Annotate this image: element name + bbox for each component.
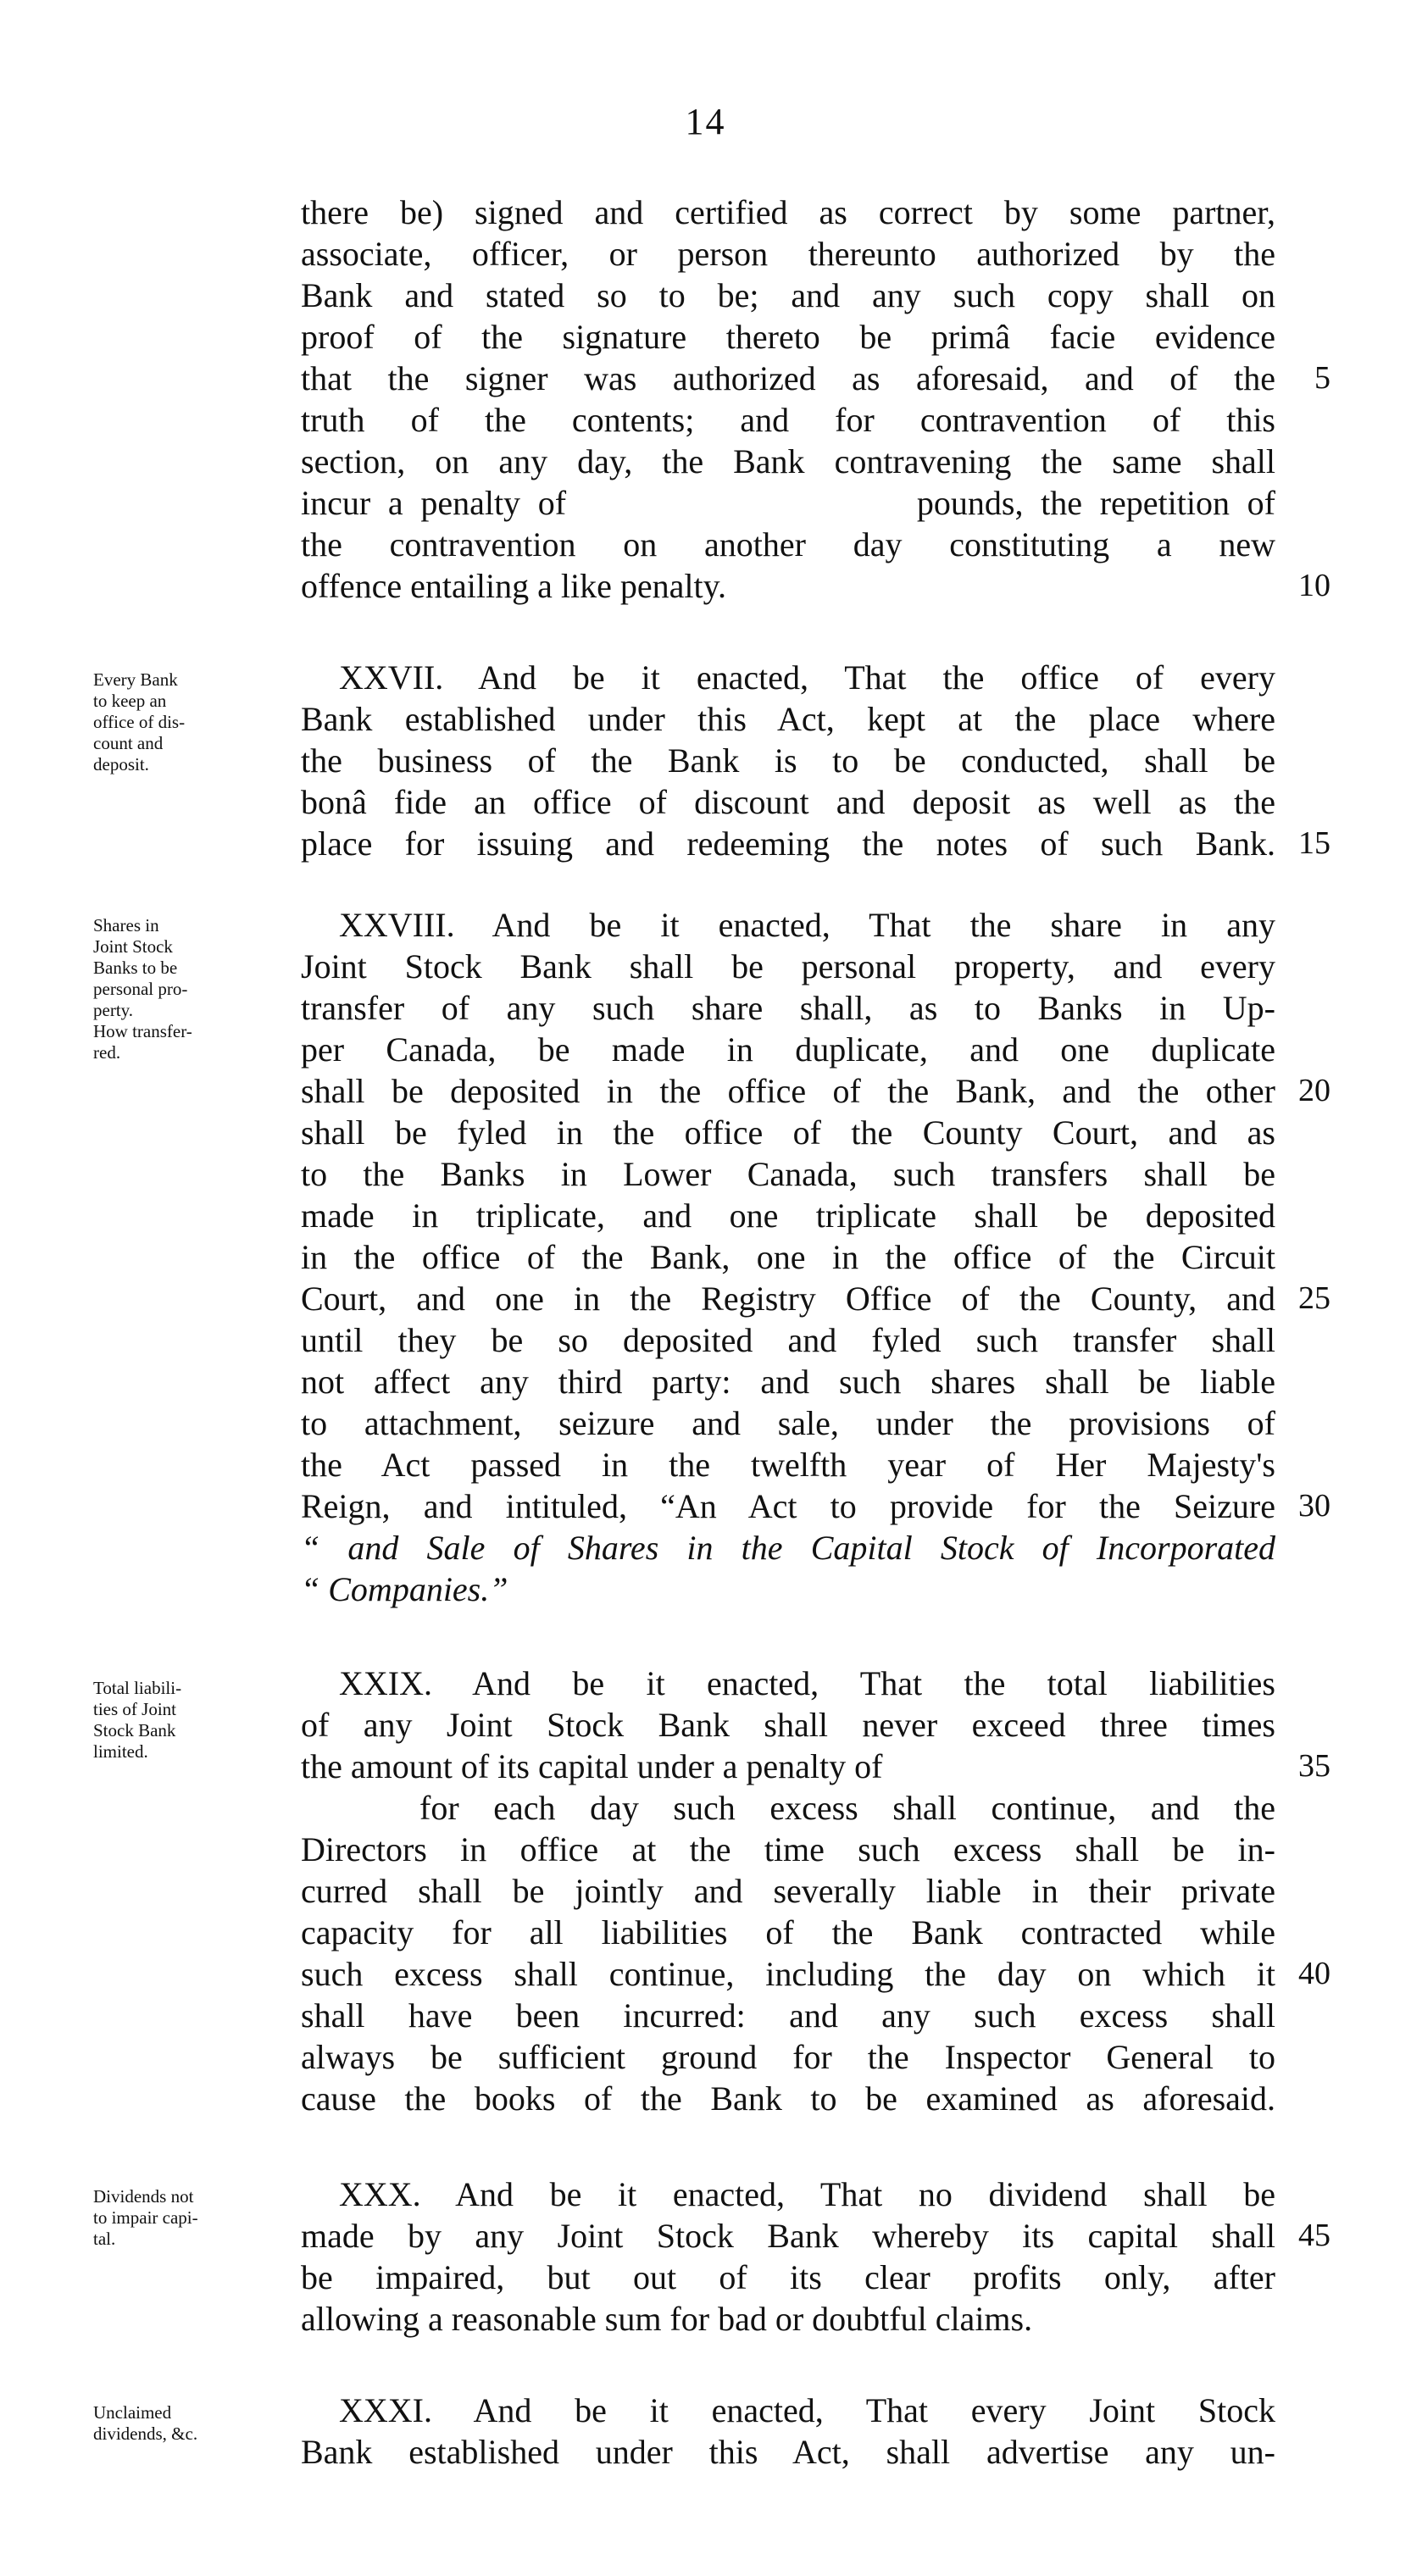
text-line: Directors in office at the time such excess shall be in-: [301, 1830, 1275, 1868]
text-line: “ and Sale of Shares in the Capital Stock of Incorporated: [301, 1529, 1275, 1567]
margin-note-line: limited.: [93, 1741, 148, 1762]
margin-note-line: tal.: [93, 2229, 116, 2249]
text-line: associate, officer, or person thereunto authorized by the: [301, 235, 1275, 273]
text-line: always be sufficient ground for the Inspector General to: [301, 2038, 1275, 2076]
text-line: allowing a reasonable sum for bad or doubtful claims.: [301, 2300, 1033, 2338]
line-number: 35: [1298, 1748, 1330, 1784]
line-number: 25: [1298, 1280, 1330, 1316]
text-line: truth of the contents; and for contravention of this: [301, 401, 1275, 439]
margin-note-line: red.: [93, 1042, 121, 1063]
text-line: “ Companies.”: [301, 1570, 508, 1608]
margin-note-line: deposit.: [93, 754, 149, 774]
text-line: Bank established under this Act, kept at the place where: [301, 700, 1275, 738]
text-line: transfer of any such share shall, as to Banks in Up-: [301, 989, 1275, 1027]
line-number: 45: [1298, 2218, 1330, 2253]
text-line: capacity for all liabilities of the Bank contracted while: [301, 1913, 1275, 1951]
page-number: 14: [685, 101, 726, 142]
margin-note-liabilities: [93, 1678, 271, 1763]
text-line: such excess shall continue, including the day on which it: [301, 1955, 1275, 1993]
margin-note-line: count and: [93, 733, 164, 753]
text-line: be impaired, but out of its clear profits only, after: [301, 2258, 1275, 2296]
margin-note-line: Joint Stock: [93, 936, 173, 957]
text-line: made in triplicate, and one triplicate shall be deposited: [301, 1196, 1275, 1235]
text-line: proof of the signature thereto be primâ facie evidence: [301, 318, 1275, 356]
text-line: there be) signed and certified as correct by some partner,: [301, 193, 1275, 231]
margin-note-line: Banks to be: [93, 958, 178, 978]
text-line: shall be fyled in the office of the County Court, and as: [301, 1113, 1275, 1152]
text-line: XXVII. And be it enacted, That the office of every: [339, 658, 1275, 697]
text-line: cause the books of the Bank to be examined as aforesaid.: [301, 2079, 1275, 2118]
text-line: curred shall be jointly and severally liable in their private: [301, 1872, 1275, 1910]
text-line: shall have been incurred: and any such excess shall: [301, 1996, 1275, 2035]
text-line: Reign, and intituled, “An Act to provide for the Seizure: [301, 1487, 1275, 1525]
margin-note-line: Dividends not: [93, 2186, 194, 2207]
margin-note-line: to keep an: [93, 691, 167, 711]
text-line: Bank and stated so to be; and any such copy shall on: [301, 276, 1275, 314]
text-line: XXIX. And be it enacted, That the total liabilities: [339, 1664, 1275, 1702]
section-xxix: [301, 1663, 1275, 2119]
text-line: the business of the Bank is to be conducted, shall be: [301, 741, 1275, 780]
text-line: XXX. And be it enacted, That no dividend shall be: [339, 2175, 1275, 2213]
margin-note-line: How transfer-: [93, 1021, 192, 1041]
margin-note-line: office of dis-: [93, 712, 186, 732]
margin-note-line: Unclaimed: [93, 2402, 172, 2423]
section-xxvii: [301, 657, 1275, 864]
margin-note-unclaimed: [93, 2402, 271, 2445]
margin-note-dividends: [93, 2186, 271, 2250]
text-line: to attachment, seizure and sale, under the provisions of: [301, 1404, 1275, 1442]
margin-note-line: ties of Joint: [93, 1699, 176, 1719]
text-line: for each day such excess shall continue, and the: [419, 1789, 1275, 1827]
section-xxx: [301, 2174, 1275, 2340]
text-line: per Canada, be made in duplicate, and one duplicate: [301, 1030, 1275, 1069]
continuation-paragraph: [301, 192, 1275, 607]
text-line: incur a penalty of pounds, the repetition of: [301, 484, 1275, 522]
line-number: 10: [1298, 568, 1330, 603]
line-number: 15: [1298, 825, 1330, 861]
margin-note-shares: [93, 915, 271, 1063]
line-number: 30: [1298, 1488, 1330, 1524]
text-line: until they be so deposited and fyled such transfer shall: [301, 1321, 1275, 1359]
section-xxviii: [301, 904, 1275, 1610]
margin-note-line: dividends, &c.: [93, 2423, 198, 2444]
margin-note-line: Stock Bank: [93, 1720, 176, 1740]
text-line: the Act passed in the twelfth year of Her Majesty's: [301, 1446, 1275, 1484]
text-line: Bank established under this Act, shall advertise any un-: [301, 2433, 1275, 2471]
margin-note-line: perty.: [93, 1000, 134, 1020]
text-line: of any Joint Stock Bank shall never exceed three times: [301, 1706, 1275, 1744]
line-number: 40: [1298, 1956, 1330, 1991]
text-line: offence entailing a like penalty.: [301, 567, 727, 605]
text-line: that the signer was authorized as aforesaid, and of the: [301, 359, 1275, 397]
margin-note-line: to impair capi-: [93, 2207, 198, 2228]
text-line: not affect any third party: and such shares shall be liable: [301, 1363, 1275, 1401]
text-line: bonâ fide an office of discount and deposit as well as the: [301, 783, 1275, 821]
text-line: XXXI. And be it enacted, That every Joint Stock: [339, 2391, 1275, 2429]
text-line: to the Banks in Lower Canada, such transfers shall be: [301, 1155, 1275, 1193]
text-line: place for issuing and redeeming the notes of such Bank.: [301, 824, 1275, 863]
margin-note-office: [93, 669, 271, 775]
margin-note-line: Every Bank: [93, 669, 178, 690]
text-line: the contravention on another day constituting a new: [301, 525, 1275, 564]
text-line: Court, and one in the Registry Office of the County, and: [301, 1280, 1275, 1318]
text-line: made by any Joint Stock Bank whereby its capital shall: [301, 2217, 1275, 2255]
line-number: 5: [1314, 360, 1330, 396]
margin-note-line: Total liabili-: [93, 1678, 182, 1698]
text-line: XXVIII. And be it enacted, That the share in any: [339, 906, 1275, 944]
text-line: Joint Stock Bank shall be personal property, and every: [301, 947, 1275, 985]
text-line: the amount of its capital under a penalty of: [301, 1747, 883, 1785]
text-line: section, on any day, the Bank contravening the same shall: [301, 442, 1275, 480]
line-number: 20: [1298, 1073, 1330, 1108]
margin-note-line: personal pro-: [93, 979, 188, 999]
text-line: in the office of the Bank, one in the office of the Circuit: [301, 1238, 1275, 1276]
text-line: shall be deposited in the office of the Bank, and the other: [301, 1072, 1275, 1110]
section-xxxi: [301, 2390, 1275, 2473]
margin-note-line: Shares in: [93, 915, 159, 935]
